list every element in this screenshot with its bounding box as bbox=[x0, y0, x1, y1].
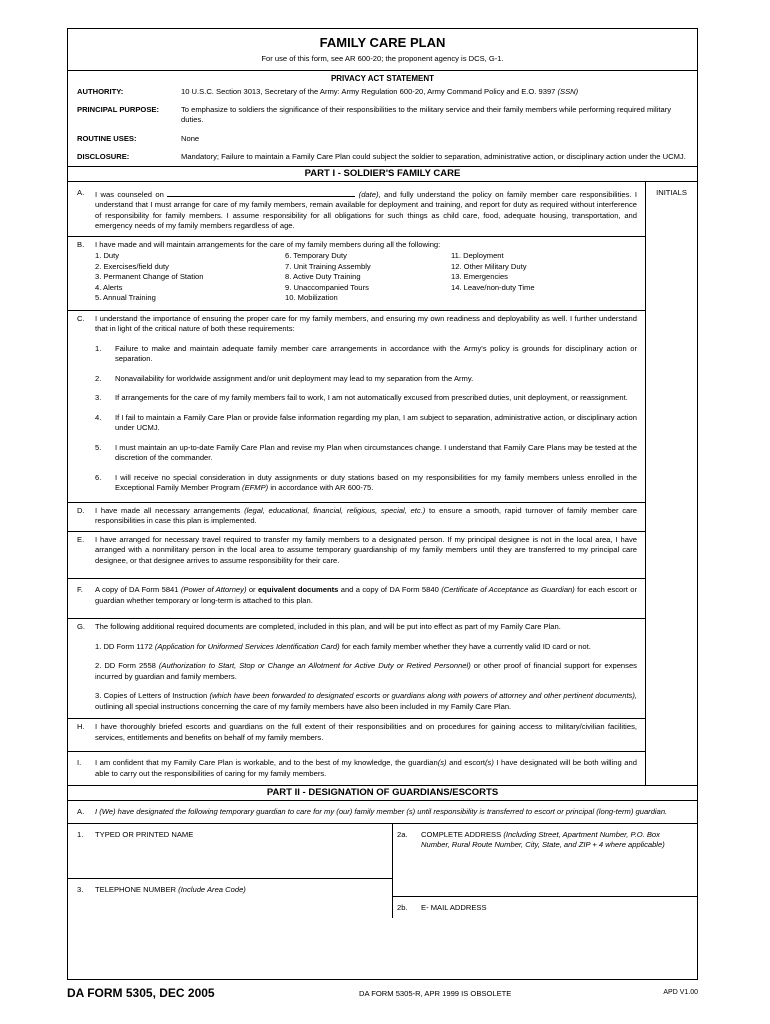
guardian-name-label: TYPED OR PRINTED NAME bbox=[95, 829, 194, 839]
list-item: 1. Duty bbox=[95, 251, 120, 260]
duty-list bbox=[95, 251, 637, 304]
obsolete-notice: DA FORM 5305-R, APR 1999 IS OBSOLETE bbox=[359, 989, 512, 998]
section-letter: F. bbox=[77, 585, 83, 594]
list-item: 11. Deployment bbox=[451, 251, 504, 260]
form-footer bbox=[67, 986, 698, 1006]
part1-statements bbox=[68, 182, 646, 786]
guardian-address-field[interactable]: 2a. COMPLETE ADDRESS (Including Street, Apartment Number, P.O. Box Number, Rural Route Number, City, State, and ZIP + 4 where applicable) bbox=[393, 824, 697, 897]
ssn-note: (SSN) bbox=[557, 87, 579, 96]
list-item: 12. Other Military Duty bbox=[451, 261, 527, 271]
list-item: 3. Permanent Change of Station bbox=[95, 272, 204, 281]
section-b-text: I have made and will maintain arrangements for the care of my family members during all the following: 1. Duty 2. Exercises/field duty 3. Permanent Change of Station 4. Alerts 5. Annual Training 6. Temporary Duty 7. Unit Training Assembly 8. Active Duty Training 9. Unaccompanied Tours 10. Mobilization 11. Deployment 12. Other Military Duty 13. Emergencies 14. Leave/non-duty Time bbox=[95, 240, 645, 304]
duty-list-col1 bbox=[95, 251, 285, 304]
section-letter: H. bbox=[77, 722, 85, 731]
section-c bbox=[68, 311, 645, 503]
duty-list-col3 bbox=[451, 251, 535, 304]
purpose-text: To emphasize to soldiers the significance of their responsibilities to the military service and their family members while performing required military duties. bbox=[181, 104, 671, 124]
list-item: 10. Mobilization bbox=[285, 293, 338, 302]
part2-a-text: I (We) have designated the following temporary guardian to care for my (our) family member (s) until responsibility is transferred to escort or principal (long-term) guardian. bbox=[95, 807, 668, 816]
family-care-plan-form bbox=[67, 28, 698, 980]
authority-text: 10 U.S.C. Section 3013, Secretary of the Army: Army Regulation 600-20, Army Command Policy and E.O. 9397 (SSN) bbox=[181, 87, 579, 96]
routine-uses-row bbox=[68, 134, 697, 145]
list-item: 2. Exercises/field duty bbox=[95, 261, 169, 271]
requirement-1: 1. Failure to make and maintain adequate family member care arrangements in accordance with the Army's policy is grounds for disciplinary action or separation. bbox=[95, 343, 637, 363]
section-i bbox=[68, 752, 645, 785]
section-e bbox=[68, 532, 645, 580]
disclosure-text: Mandatory; Failure to maintain a Family Care Plan could subject the soldier to separation, administrative action, or disciplinary action under the UCMJ. bbox=[181, 152, 686, 161]
section-letter: A. bbox=[77, 187, 85, 197]
list-item: 6. Temporary Duty bbox=[285, 251, 347, 260]
part2-section-a bbox=[68, 801, 697, 824]
section-letter: E. bbox=[77, 534, 85, 544]
part2-title: PART II - DESIGNATION OF GUARDIANS/ESCORTS bbox=[68, 785, 697, 801]
document-2: 2. DD Form 2558 (Authorization to Start, Stop or Change an Allotment for Active Duty or Retired Personnel) or other proof of financial support for expenses incurred by guardian and family members. bbox=[95, 661, 637, 681]
section-b bbox=[68, 237, 645, 311]
disclosure-label: DISCLOSURE: bbox=[77, 152, 130, 161]
form-title: FAMILY CARE PLAN bbox=[319, 35, 446, 50]
list-item: 13. Emergencies bbox=[451, 272, 508, 281]
section-g-text: The following additional required documents are completed, included in this plan, and will be put into effect as part of my Family Care Plan. 1. DD Form 1172 (Application for Uniformed Services Identification Card) for each family member whether they have a currently valid ID card or not. 2. DD Form 2558 (Authorization to Start, Stop or Change an Allotment for Active Duty or Retired Personnel) or other proof of financial support for expenses incurred by guardian and family members. 3. Copies of Letters of Instruction (which have been forwarded to designated escorts or guardians along with powers of attorney and other pertinent documents), outlining all special instructions concerning the care of my family members have also been included in my Family Care Plan. bbox=[95, 622, 637, 711]
form-id: DA FORM 5305, DEC 2005 bbox=[67, 986, 215, 1000]
routine-uses-label: ROUTINE USES: bbox=[77, 133, 137, 143]
version-label: APD V1.00 bbox=[663, 989, 698, 996]
requirement-6: 6. I will receive no special consideration in duty assignments or duty stations based on my responsibilities for my family members unless enrolled in the Exceptional Family Member Program (EFMP) in accordance with AR 600-75. bbox=[95, 472, 637, 492]
section-letter: B. bbox=[77, 239, 85, 249]
section-c-text: I understand the importance of ensuring the proper care for my family members, and ensuring my own readiness and deployability as well. I further understand that in light of the critical nature of both these requirements: 1. Failure to make and maintain adequate family member care arrangements in accordance with the Army's policy is grounds for disciplinary action or separation. 2. Nonavailability for worldwide assignment and/or unit deployment may lead to my separation from the Army. 3. If arrangements for the care of my family members fail to work, I am not automatically excused from prescribed duties, unit deployment, or reassignment. 4. If I fail to maintain a Family Care Plan or provide false information regarding my plan, I am subject to separation, administrative action, or disciplinary action under UCMJ. 5. I must maintain an up-to-date Family Care Plan and revise my Plan when circumstances change. I understand that Family Care Plans may be tested at the discretion of the commander. 6. I will receive no special consideration in duty assignments or duty stations based on my responsibilities for my family members unless enrolled in the Exceptional Family Member Program (EFMP) in accordance with AR 600-75. bbox=[95, 313, 637, 492]
requirement-5: 5. I must maintain an up-to-date Family Care Plan and revise my Plan when circumstances change. I understand that Family Care Plans may be tested at the discretion of the commander. bbox=[95, 442, 637, 462]
section-g bbox=[68, 619, 645, 719]
routine-uses-text: None bbox=[181, 133, 200, 143]
section-a bbox=[68, 182, 645, 237]
initials-label: INITIALS bbox=[656, 187, 687, 197]
requirement-4: 4. If I fail to maintain a Family Care Plan or provide false information regarding my plan, I am subject to separation, administrative action, or disciplinary action under UCMJ. bbox=[95, 412, 637, 432]
purpose-label: PRINCIPAL PURPOSE: bbox=[77, 104, 159, 114]
section-f bbox=[68, 579, 645, 619]
part1-body bbox=[68, 182, 697, 786]
section-letter: C. bbox=[77, 313, 85, 323]
section-letter: G. bbox=[77, 622, 86, 631]
purpose-row bbox=[68, 105, 697, 126]
guardian-name-field[interactable]: 1. TYPED OR PRINTED NAME bbox=[68, 824, 392, 879]
privacy-act-title: PRIVACY ACT STATEMENT bbox=[68, 70, 697, 85]
date-label: (date) bbox=[358, 189, 379, 199]
requirement-2: 2. Nonavailability for worldwide assignment and/or unit deployment may lead to my separation from the Army. bbox=[95, 373, 474, 383]
disclosure-row bbox=[68, 152, 697, 163]
guardian-email-label: E- MAIL ADDRESS bbox=[421, 902, 487, 912]
section-letter: I. bbox=[77, 758, 82, 767]
authority-label: AUTHORITY: bbox=[77, 87, 124, 96]
guardian-phone-label: TELEPHONE NUMBER (Include Area Code) bbox=[95, 884, 246, 894]
duty-list-col2 bbox=[285, 251, 451, 304]
section-h bbox=[68, 719, 645, 752]
list-item: 7. Unit Training Assembly bbox=[285, 261, 371, 271]
part1-title: PART I - SOLDIER'S FAMILY CARE bbox=[68, 166, 697, 182]
authority-row bbox=[68, 87, 697, 98]
section-a-text: I was counseled on (date), and fully understand the policy on family member care responsibilities. I understand that I must arrange for care of my family members, remain available for deployment and training, and report for duty as required without interference of responsibility for family members. I assume responsibility for all obligations for such things as child care, food, adequate housing, transportation, and emergency needs of my family members regardless of age. bbox=[95, 189, 637, 230]
section-letter: A. bbox=[77, 807, 85, 816]
section-d-text: I have made all necessary arrangements (legal, educational, financial, religious, special, etc.) to ensure a smooth, rapid turnover of family member care responsibilities in case this plan is implemented. bbox=[95, 505, 637, 525]
list-item: 5. Annual Training bbox=[95, 293, 156, 302]
form-subtitle: For use of this form, see AR 600-20; the proponent agency is DCS, G-1. bbox=[261, 54, 504, 63]
requirement-3: 3. If arrangements for the care of my family members fail to work, I am not automatically excused from prescribed duties, unit deployment, or reassignment. bbox=[95, 393, 628, 402]
document-1: 1. DD Form 1172 (Application for Uniformed Services Identification Card) for each family member whether they have a currently valid ID card or not. bbox=[95, 641, 591, 651]
section-letter: D. bbox=[77, 505, 85, 515]
guardian-fields bbox=[68, 824, 697, 918]
guardian-address-label: COMPLETE ADDRESS (Including Street, Apartment Number, P.O. Box Number, Rural Route Number, City, State, and ZIP + 4 where applicable) bbox=[421, 829, 665, 849]
list-item: 8. Active Duty Training bbox=[285, 272, 361, 281]
section-h-text: I have thoroughly briefed escorts and guardians on the full extent of their responsibilities and on procedures for gaining access to military/civilian facilities, services, entitlements and benefits on behalf of my family members. bbox=[95, 722, 637, 742]
counseling-date-field[interactable] bbox=[167, 188, 355, 197]
section-i-text: I am confident that my Family Care Plan is workable, and to the best of my knowledge, the guardian(s) and escort(s) I have designated will be both willing and able to carry out the responsibilities of caring for my family members. bbox=[95, 758, 637, 778]
guardian-email-field[interactable]: 2b. E- MAIL ADDRESS bbox=[393, 897, 697, 918]
section-f-text: A copy of DA Form 5841 (Power of Attorney) or equivalent documents and a copy of DA Form 5840 (Certificate of Acceptance as Guardian) for each escort or guardian whether temporary or long-term is attached to this plan. bbox=[95, 585, 637, 605]
list-item: 9. Unaccompanied Tours bbox=[285, 282, 369, 292]
section-d bbox=[68, 503, 645, 532]
list-item: 4. Alerts bbox=[95, 282, 123, 292]
initials-column[interactable] bbox=[646, 182, 697, 786]
list-item: 14. Leave/non-duty Time bbox=[451, 282, 535, 292]
document-3: 3. Copies of Letters of Instruction (which have been forwarded to designated escorts or guardians along with powers of attorney and other pertinent documents), outlining all special instructions concerning the care of my family members have also been included in my Family Care Plan. bbox=[95, 691, 637, 711]
section-e-text: I have arranged for necessary travel required to transfer my family members to a designated person. If my principal designee is not in the local area, I have arranged with a nonmilitary person in the local area to assume temporary guardianship of my family members until they are transferred to my principal care designee, or that designee arrives to assume responsibility for their care. bbox=[95, 534, 637, 565]
guardian-phone-field[interactable]: 3. TELEPHONE NUMBER (Include Area Code) bbox=[68, 879, 392, 918]
